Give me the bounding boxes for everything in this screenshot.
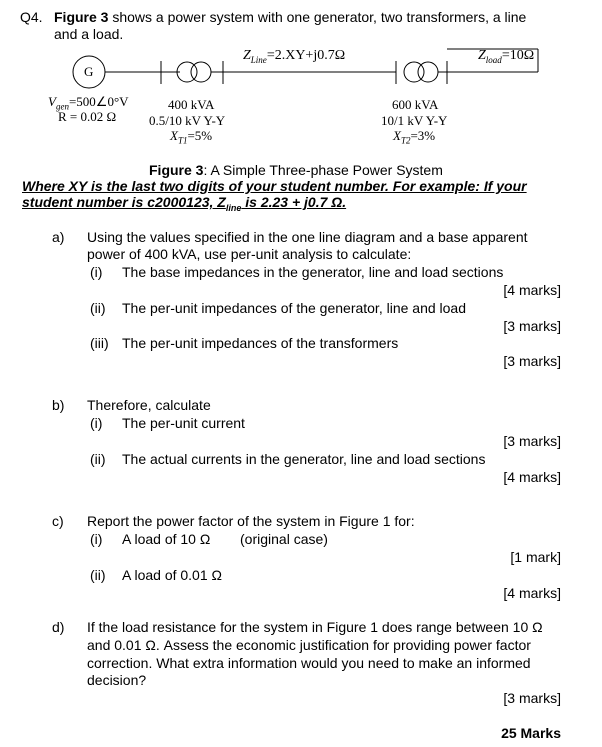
question-intro-line2: and a load. <box>54 26 124 42</box>
figure-caption: Figure 3: A Simple Three-phase Power System <box>149 162 443 178</box>
transformer-2-secondary <box>418 62 438 82</box>
part-a-iii-marks: [3 marks] <box>503 353 561 369</box>
part-c-ii-marks: [4 marks] <box>503 585 561 601</box>
figure-ref: Figure 3 <box>54 9 109 25</box>
part-c-line1: Report the power factor of the system in Figure 1 for: <box>87 513 415 529</box>
part-b-ii-text: The actual currents in the generator, line and load sections <box>122 451 486 467</box>
part-b-i-marks: [3 marks] <box>503 433 561 449</box>
part-a-iii-label: (iii) <box>90 335 109 351</box>
part-b-ii-label: (ii) <box>90 451 106 467</box>
z-line-label: $Z_{Line}=2.XY+j0.7\Omega$ <box>243 48 346 65</box>
part-a-i-label: (i) <box>90 264 103 280</box>
part-a-i-marks: [4 marks] <box>503 282 561 298</box>
t2-voltage: 10/1 kV Y-Y <box>381 113 448 128</box>
part-c-i-marks: [1 mark] <box>510 549 561 565</box>
question-number: Q4. <box>20 9 43 25</box>
part-b-i-label: (i) <box>90 415 103 431</box>
part-a-line2: power of 400 kVA, use per-unit analysis to calculate: <box>87 246 412 262</box>
part-d-line2: and 0.01 Ω. Assess the economic justification for providing power factor <box>87 637 531 653</box>
t2-rating: 600 kVA <box>392 97 439 112</box>
t1-rating: 400 kVA <box>168 97 215 112</box>
z-load-label: $Z_{load}=10\Omega$ <box>478 48 535 65</box>
part-d-line1: If the load resistance for the system in Figure 1 does range between 10 Ω <box>87 619 543 635</box>
part-c-ii-text: A load of 0.01 Ω <box>122 567 222 583</box>
part-d-marks: [3 marks] <box>503 690 561 706</box>
part-b-line1: Therefore, calculate <box>87 397 211 413</box>
part-a-ii-text: The per-unit impedances of the generator, line and load <box>122 300 467 316</box>
part-c-i-label: (i) <box>90 531 103 547</box>
part-a-iii-text: The per-unit impedances of the transformers <box>122 335 399 351</box>
vgen-label: $V_{gen}=500\angle 0^\circ V$ <box>48 94 129 112</box>
generator-label: G <box>84 64 94 79</box>
part-d-line4: decision? <box>87 672 147 688</box>
part-c-i-text: A load of 10 Ω <box>122 531 211 547</box>
part-a-i-text: The base impedances in the generator, line and load sections <box>122 264 504 280</box>
part-c-letter: c) <box>52 513 64 529</box>
part-c-ii-label: (ii) <box>90 567 106 583</box>
part-d-letter: d) <box>52 619 65 635</box>
part-c-i-note: (original case) <box>240 531 328 547</box>
part-a-ii-marks: [3 marks] <box>503 318 561 334</box>
part-b-letter: b) <box>52 397 65 413</box>
part-b-i-text: The per-unit current <box>122 415 245 431</box>
transformer-1-secondary <box>191 62 211 82</box>
student-number-note-line2: student number is c2000123, $Z_{line}$ is 2.23 + j0.7 Ω. <box>22 194 347 213</box>
part-a-letter: a) <box>52 229 65 245</box>
part-b-ii-marks: [4 marks] <box>503 469 561 485</box>
part-a-line1: Using the values specified in the one line diagram and a base apparent <box>87 229 528 245</box>
part-d-line3: correction. What extra information would you need to make an informed <box>87 655 531 671</box>
t1-voltage: 0.5/10 kV Y-Y <box>149 113 226 128</box>
intro-text: shows a power system with one generator, two transformers, a line <box>108 9 527 25</box>
resistance-label: R = 0.02 Ω <box>58 109 117 124</box>
total-marks: 25 Marks <box>501 725 561 741</box>
t1-reactance: $X_{T1}=5\%$ <box>170 128 213 146</box>
part-a-ii-label: (ii) <box>90 300 106 316</box>
student-number-note-line1: Where XY is the last two digits of your student number. For example: If your <box>22 178 527 194</box>
t2-reactance: $X_{T2}=3\%$ <box>393 128 436 146</box>
